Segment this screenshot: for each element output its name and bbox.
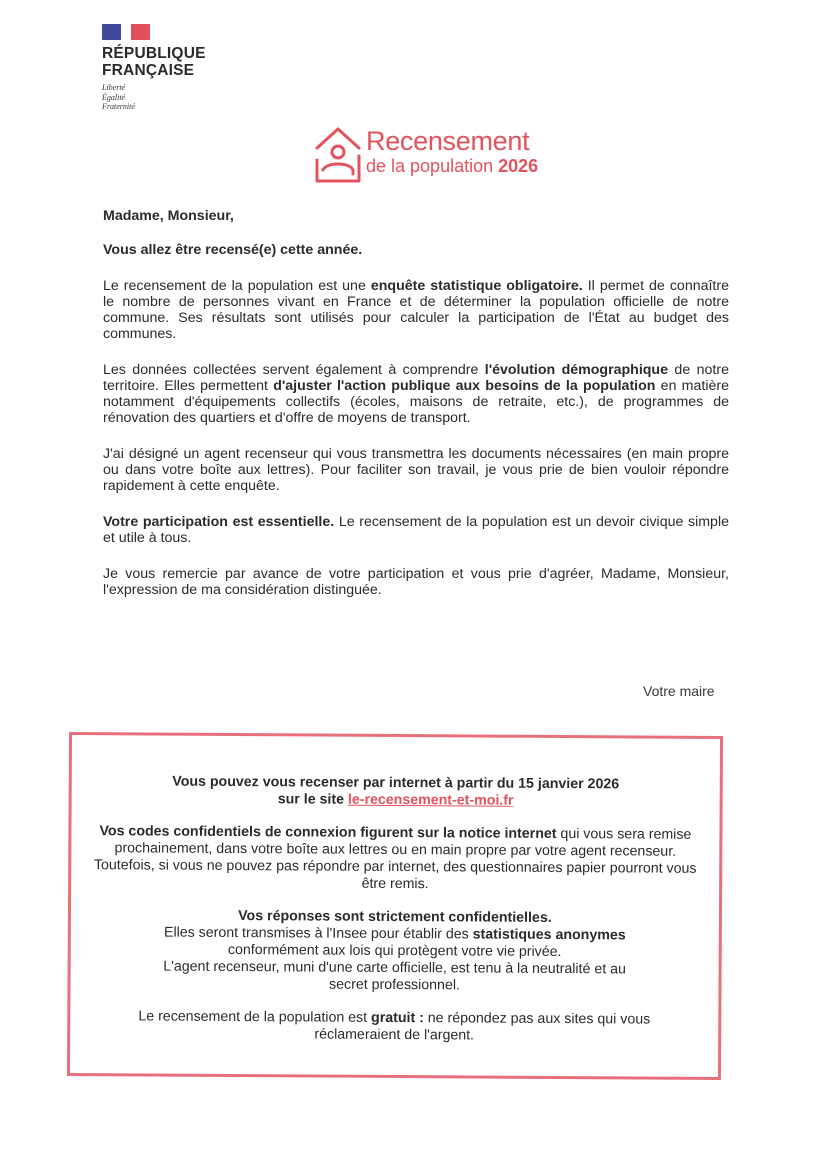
confidentiality-info: Vos réponses sont strictement confidentielles. Elles seront transmises à l'Insee pour établir des statistiques anonymes conformément aux lois qui protègent votre vie privée. L'agent recenseur, muni d'une carte officielle, est tenu à la neutralité et au secret professionnel. bbox=[163, 908, 626, 994]
paragraph-obligation: Le recensement de la population est une enquête statistique obligatoire. Il permet de connaître le nombre de personnes vivant en France et de déterminer la population officielle de notre commune. Ses résultats sont utilisés pour calculer la participation de l'État au budget des communes. bbox=[103, 278, 729, 342]
republique-francaise-logo bbox=[102, 24, 206, 112]
republic-name-line1: RÉPUBLIQUE bbox=[102, 45, 206, 62]
paragraph-participation: Votre participation est essentielle. Le recensement de la population est un devoir civique simple et utile à tous. bbox=[103, 514, 729, 546]
info-box bbox=[67, 732, 723, 1080]
motto-liberte: Liberté bbox=[102, 83, 126, 92]
logo-subtitle bbox=[366, 157, 538, 175]
republic-name-line2: FRANÇAISE bbox=[102, 62, 195, 79]
letter-body bbox=[103, 208, 729, 618]
logo-year: 2026 bbox=[498, 156, 539, 176]
paragraph-closing: Je vous remercie par avance de votre participation et vous prie d'agréer, Madame, Monsieur, l'expression de ma considération distinguée. bbox=[103, 566, 729, 598]
motto-egalite: Égalité bbox=[102, 92, 126, 102]
paragraph-agent: J'ai désigné un agent recenseur qui vous transmettra les documents nécessaires (en main propre ou dans votre boîte aux lettres). Pour faciliter son travail, je vous prie de bien vouloir répondre rapidement à cette enquête. bbox=[103, 446, 729, 494]
free-service-info: Le recensement de la population est gratuit : ne répondez pas aux sites qui vous réclameraient de l'argent. bbox=[138, 1008, 651, 1044]
recensement-logo bbox=[314, 126, 538, 184]
paragraph-demography: Les données collectées servent également à comprendre l'évolution démographique de notre territoire. Elles permettent d'ajuster l'action publique aux besoins de la population en matière notamment d'équipements collectifs (écoles, maisons de retraite, etc.), de programmes de rénovation des quartiers et d'offre de moyens de transport. bbox=[103, 362, 729, 426]
motto-fraternite: Fraternité bbox=[102, 102, 135, 111]
internet-info: Vous pouvez vous recenser par internet à partir du 15 janvier 2026 sur le site le-recensement-et-moi.fr bbox=[172, 773, 620, 809]
lead-sentence: Vous allez être recensé(e) cette année. bbox=[103, 242, 363, 258]
marianne-flag-icon bbox=[102, 24, 150, 40]
logo-subtitle-text: de la population bbox=[366, 156, 499, 176]
logo-title: Recensement bbox=[366, 126, 530, 156]
republic-motto bbox=[102, 83, 206, 112]
greeting: Madame, Monsieur, bbox=[103, 208, 234, 224]
census-website-link[interactable]: le-recensement-et-moi.fr bbox=[347, 791, 514, 809]
signature: Votre maire bbox=[643, 683, 715, 699]
codes-info: Vos codes confidentiels de connexion figurent sur la notice internet qui vous sera remise prochainement, dans votre boîte aux lettres ou en main propre par votre agent recenseur. Toutefois, si vous ne pouvez pas répondre par internet, des questionnaires papier pourront vous être remis. bbox=[93, 823, 697, 893]
house-person-icon bbox=[314, 126, 362, 184]
